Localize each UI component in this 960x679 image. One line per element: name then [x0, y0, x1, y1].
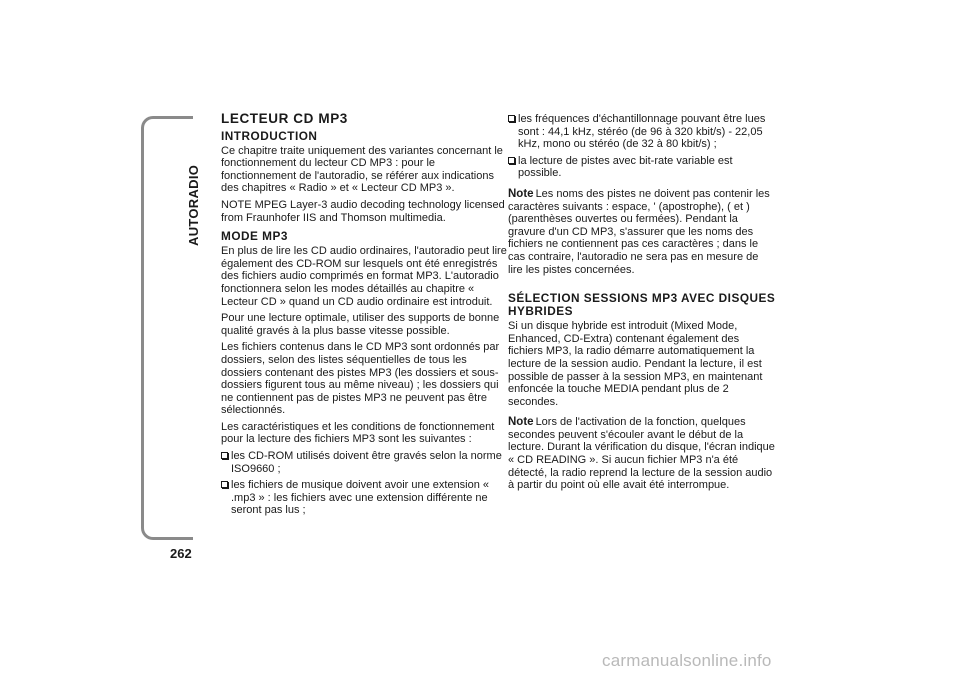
checkbox-bullet-icon — [221, 452, 228, 459]
list-item-text: la lecture de pistes avec bit-rate variable est possible. — [518, 154, 733, 180]
mode-heading: MODE MP3 — [221, 229, 288, 244]
mode-paragraph-2: Pour une lecture optimale, utiliser des supports de bonne qualité gravés à la plus basse vitesse possible. — [221, 312, 500, 337]
page-title: LECTEUR CD MP3 — [221, 111, 348, 126]
checkbox-bullet-icon — [221, 481, 228, 488]
list-item-text: les fichiers de musique doivent avoir une extension « .mp3 » : les fichiers avec une extension différente ne seront pas lus ; — [231, 479, 490, 517]
note-activation — [508, 416, 776, 492]
list-item — [221, 479, 507, 517]
intro-heading: INTRODUCTION — [221, 128, 318, 143]
mode-paragraph-1: En plus de lire les CD audio ordinaires, l'autoradio peut lire également des CD-ROM sur lesquels ont été enregistrés des fichiers audio comprimés en format MP3. L'autoradio fonctionnera selon les modes détaillés au chapitre « Lecteur CD » quand un CD audio ordinaire est introduit. — [221, 245, 507, 308]
mode-paragraph-3: Les fichiers contenus dans le CD MP3 sont ordonnés par dossiers, selon des listes séquentielles de tous les dossiers contenant des pistes MP3 (les dossiers et sous-dossiers figurent tous au même niveau) ; les dossiers qui ne contiennent pas de pistes MP3 ne peuvent pas être sélectionnés. — [221, 341, 500, 417]
intro-paragraph-1: Ce chapitre traite uniquement des variantes concernant le fonctionnement du lecteur CD MP3 : pour le fonctionnement de l'autoradio, se référer aux indications des chapitres « Radio » et « Lecteur CD MP3 ». — [221, 144, 503, 195]
watermark: carmanualsonline.info — [602, 651, 772, 670]
session-paragraph: Si un disque hybride est introduit (Mixed Mode, Enhanced, CD-Extra) contenant également des fichiers MP3, la radio démarre automatiquement la lecture de la session audio. Pendant la lecture, il est possible de passer à la session MP3, en maintenant enfoncée la touche MEDIA pendant plus de 2 secondes. — [508, 320, 763, 408]
checkbox-bullet-icon — [508, 157, 515, 164]
note-text: Les noms des pistes ne doivent pas contenir les caractères suivants : espace, ' (apostrophe), ( et ) (parenthèses ouvertes ou fermées). Pendant la gravure d'un CD MP3, s'assurer que les noms des fichiers ne contiennent pas ces caractères ; dans le cas contraire, l'autoradio ne sera pas en mesure de lire les pistes concernées. — [508, 187, 770, 276]
note-label: Note — [508, 187, 534, 200]
session-heading: SÉLECTION SESSIONS MP3 AVEC DISQUES HYBRIDES — [508, 291, 776, 319]
list-item — [508, 113, 776, 151]
section-label: AUTORADIO — [186, 164, 201, 246]
note-text: Lors de l'activation de la fonction, quelques secondes peuvent s'écouler avant le début de la lecture. Durant la vérification du disque, l'écran indique « CD READING ». Si aucun fichier MP3 n'a été détecté, la radio reprend la lecture de la session audio à partir du point où elle avait été interrompue. — [508, 416, 775, 492]
right-column — [508, 113, 776, 496]
list-item — [508, 155, 776, 180]
mode-paragraph-4: Les caractéristiques et les conditions de fonctionnement pour la lecture des fichiers MP3 sont les suivantes : — [221, 420, 495, 446]
list-item-text: les CD-ROM utilisés doivent être gravés selon la norme ISO9660 ; — [231, 450, 502, 475]
list-item-text: les fréquences d'échantillonnage pouvant être lues sont : 44,1 kHz, stéréo (de 96 à 320 kbit/s) - 22,05 kHz, mono ou stéréo (de 32 à 80 kbit/s) ; — [518, 113, 766, 151]
note-label: Note — [508, 416, 534, 429]
left-column — [221, 113, 507, 521]
list-item — [221, 450, 507, 475]
note-filenames — [508, 188, 776, 276]
intro-paragraph-2: NOTE MPEG Layer-3 audio decoding technology licensed from Fraunhofer IIS and Thomson multimedia. — [221, 198, 505, 224]
checkbox-bullet-icon — [508, 115, 515, 122]
spacer — [508, 280, 776, 286]
page-number: 262 — [170, 546, 192, 561]
